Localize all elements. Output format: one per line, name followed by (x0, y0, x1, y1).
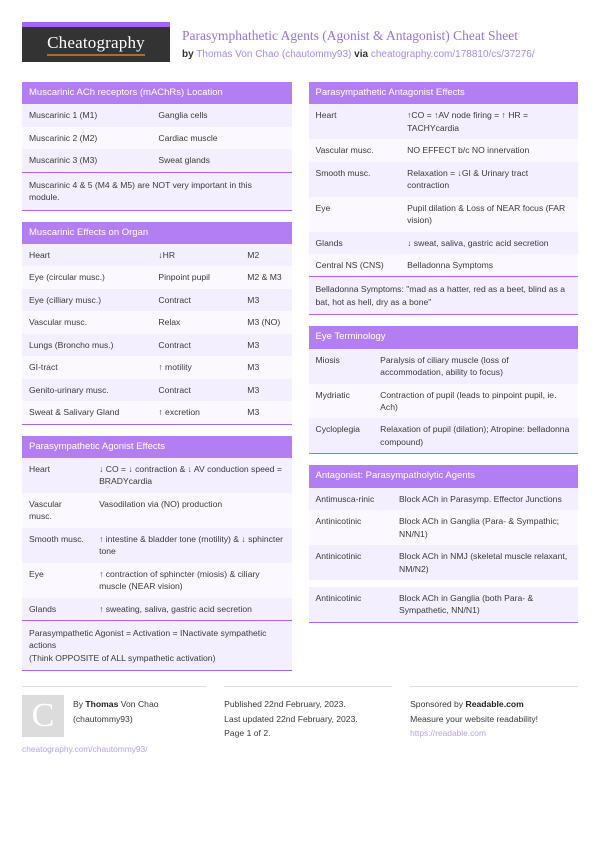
cell-label: Muscarinic 1 (M1) (22, 104, 151, 126)
table-row (22, 311, 292, 333)
right-column (309, 82, 579, 634)
section-eye-terminology (309, 326, 579, 454)
author-last-name: Von Chao (118, 699, 159, 710)
table-spacer-row (309, 580, 579, 587)
cell-agent: Antinicotinic (309, 510, 393, 545)
table-row (309, 488, 579, 510)
table-row (309, 418, 579, 453)
section-header: Eye Terminology (309, 326, 579, 348)
table-row (309, 587, 579, 622)
table-row (309, 510, 579, 545)
cell-label: Central NS (CNS) (309, 254, 401, 277)
cell-action: Block ACh in Ganglia (both Para- & Sympathetic, NN/N1) (392, 587, 578, 622)
table-row (22, 289, 292, 311)
cell-organ: Eye (cilliary musc.) (22, 289, 151, 311)
cell-label: Heart (22, 458, 92, 493)
sponsor-prefix: Sponsored by (410, 699, 466, 710)
source-url-link[interactable]: cheatography.com/178810/cs/37276/ (370, 48, 535, 60)
cheatography-logo[interactable] (22, 22, 170, 62)
table-row (22, 563, 292, 598)
cell-value: Cardiac muscle (151, 127, 291, 149)
section-muscarinic-effects (22, 222, 292, 425)
cell-effect: ↓HR (151, 244, 240, 266)
cell-label: Smooth musc. (22, 528, 92, 563)
table-row (309, 232, 579, 254)
table-row (22, 493, 292, 528)
page-number: Page 1 of 2. (224, 727, 271, 738)
section-parasympathetic-antagonist (309, 82, 579, 315)
cell-value: Pupil dilation & Loss of NEAR focus (FAR vision) (400, 197, 578, 232)
cell-value: ↑ intestine & bladder tone (motility) & ↓ sphincter tone (92, 528, 291, 563)
sponsor-line (410, 697, 578, 711)
table-row (22, 598, 292, 621)
cell-effect: Contract (151, 334, 240, 356)
note-line-1: Parasympathetic Agonist = Activation = INactivate sympathetic actions (29, 628, 267, 651)
cell-agent: Antimusca-rinic (309, 488, 393, 510)
antagonist-table (309, 104, 579, 314)
note-line-2: (Think OPPOSITE of ALL sympathetic activation) (29, 652, 216, 663)
cell-label: Heart (309, 104, 401, 139)
table-row (309, 349, 579, 384)
section-note (22, 621, 292, 671)
footer-publish-block (224, 686, 392, 754)
effects-table (22, 244, 292, 424)
cell-label: Muscarinic 3 (M3) (22, 149, 151, 172)
cell-receptor: M3 (240, 379, 291, 401)
updated-date: Last updated 22nd February, 2023. (224, 713, 358, 724)
cell-action: Block ACh in NMJ (skeletal muscle relaxant, NM/N2) (392, 545, 578, 580)
table-row (22, 356, 292, 378)
table-row (22, 334, 292, 356)
cell-receptor: M3 (240, 356, 291, 378)
content-columns (22, 82, 578, 682)
table-row (309, 162, 579, 197)
cell-action: Block ACh in Ganglia (Para- & Sympathic; NN/N1) (392, 510, 578, 545)
cell-agent: Antinicotinic (309, 587, 393, 622)
author-meta (73, 695, 159, 737)
cell-receptor: M3 (240, 401, 291, 423)
table-row (309, 254, 579, 277)
cell-organ: Vascular musc. (22, 311, 151, 333)
cell-label: Glands (22, 598, 92, 621)
cell-term: Miosis (309, 349, 374, 384)
cell-value: Relaxation = ↓GI & Urinary tract contraction (400, 162, 578, 197)
cell-effect: ↑ motility (151, 356, 240, 378)
table-row (22, 401, 292, 423)
cell-value: Belladonna Symptoms (400, 254, 578, 277)
cell-effect: Relax (151, 311, 240, 333)
cell-organ: Lungs (Broncho mus.) (22, 334, 151, 356)
table-row (22, 127, 292, 149)
section-header: Muscarinic Effects on Organ (22, 222, 292, 244)
cell-effect: Contract (151, 379, 240, 401)
table-row (309, 104, 579, 139)
table-row (22, 528, 292, 563)
cell-definition: Relaxation of pupil (dilation); Atropine: belladonna compound) (373, 418, 578, 453)
cell-value: ↓ CO = ↓ contraction & ↓ AV conduction speed = BRADYcardia (92, 458, 291, 493)
section-header: Parasympathetic Agonist Effects (22, 436, 292, 458)
left-column (22, 82, 292, 682)
cell-organ: Heart (22, 244, 151, 266)
cell-label: Vascular musc. (309, 139, 401, 161)
table-row (309, 139, 579, 161)
spacer (309, 580, 579, 587)
section-header: Muscarinic ACh receptors (mAChRs) Location (22, 82, 292, 104)
table-row (22, 458, 292, 493)
table-row (22, 266, 292, 288)
section-parasympathetic-agonist (22, 436, 292, 672)
cell-value: ↑CO = ↑AV node firing = ↑ HR = TACHYcardia (400, 104, 578, 139)
cell-label: Vascular musc. (22, 493, 92, 528)
cell-organ: Genito-urinary musc. (22, 379, 151, 401)
cell-effect: Contract (151, 289, 240, 311)
byline (182, 48, 535, 61)
section-note: Belladonna Symptoms: "mad as a hatter, red as a beet, blind as a bat, hot as hell, dry as a bone" (309, 277, 579, 314)
table-row (22, 244, 292, 266)
by-prefix: By (73, 699, 86, 710)
cell-value: NO EFFECT b/c NO innervation (400, 139, 578, 161)
table-row (22, 379, 292, 401)
cell-organ: Sweat & Salivary Gland (22, 401, 151, 423)
cell-value: Ganglia cells (151, 104, 291, 126)
parasympatholytic-table (309, 488, 579, 622)
cell-value: ↑ contraction of sphincter (miosis) & ciliary muscle (NEAR vision) (92, 563, 291, 598)
profile-link[interactable]: cheatography.com/chautommy93/ (22, 744, 148, 755)
cell-definition: Contraction of pupil (leads to pinpoint pupil, ie. Ach) (373, 384, 578, 419)
cell-label: Eye (309, 197, 401, 232)
cell-term: Cycloplegia (309, 418, 374, 453)
cell-label: Smooth musc. (309, 162, 401, 197)
page-header (22, 22, 578, 68)
table-row (309, 384, 579, 419)
table-row (22, 149, 292, 172)
cell-receptor: M3 (240, 289, 291, 311)
sponsor-link[interactable]: https://readable.com (410, 727, 486, 738)
receptors-table (22, 104, 292, 209)
cell-agent: Antinicotinic (309, 545, 393, 580)
by-label: by (182, 48, 194, 60)
avatar: C (22, 695, 64, 737)
published-date: Published 22nd February, 2023. (224, 699, 346, 710)
cell-receptor: M3 (240, 334, 291, 356)
publish-meta (224, 695, 392, 740)
cell-effect: Pinpoint pupil (151, 266, 240, 288)
cell-value: Vasodilation via (NO) production (92, 493, 291, 528)
cell-value: ↑ sweating, saliva, gastric acid secretion (92, 598, 291, 621)
cell-label: Glands (309, 232, 401, 254)
author-line (73, 697, 159, 711)
cell-effect: ↑ excretion (151, 401, 240, 423)
table-row (309, 545, 579, 580)
table-note-row (22, 621, 292, 671)
sponsor-tagline: Measure your website readability! (410, 713, 539, 724)
author-first-name: Thomas (85, 699, 119, 710)
agonist-table (22, 458, 292, 670)
section-note: Muscarinic 4 & 5 (M4 & M5) are NOT very important in this module. (22, 172, 292, 209)
cell-value: ↓ sweat, saliva, gastric acid secretion (400, 232, 578, 254)
table-row (309, 197, 579, 232)
sponsor-name: Readable.com (465, 699, 524, 710)
section-header: Antagonist: Parasympatholytic Agents (309, 465, 579, 487)
cell-label: Eye (22, 563, 92, 598)
cell-organ: GI-tract (22, 356, 151, 378)
section-muscarinic-receptors (22, 82, 292, 211)
via-label: via (354, 48, 369, 60)
footer-author-block (22, 686, 206, 754)
author-link[interactable]: Thomas Von Chao (chautommy93) (196, 48, 352, 60)
section-header: Parasympathetic Antagonist Effects (309, 82, 579, 104)
page-footer (22, 686, 578, 754)
footer-sponsor-block (410, 686, 578, 754)
cell-value: Sweat glands (151, 149, 291, 172)
cell-receptor: M3 (NO) (240, 311, 291, 333)
title-block (182, 22, 535, 61)
cell-action: Block ACh in Parasymp. Effector Junctions (392, 488, 578, 510)
page-title: Parasymphathetic Agents (Agonist & Antagonist) Cheat Sheet (182, 28, 518, 43)
sponsor-meta (410, 695, 578, 740)
table-note-row (309, 277, 579, 314)
cell-definition: Paralysis of ciliary muscle (loss of accommodation, ability to focus) (373, 349, 578, 384)
table-row (22, 104, 292, 126)
cell-label: Muscarinic 2 (M2) (22, 127, 151, 149)
cell-receptor: M2 (240, 244, 291, 266)
cell-term: Mydriatic (309, 384, 374, 419)
author-handle: (chautommy93) (73, 713, 133, 724)
table-note-row (22, 172, 292, 209)
eye-terminology-table (309, 349, 579, 454)
logo-wordmark: Cheatography (47, 33, 145, 56)
cell-receptor: M2 & M3 (240, 266, 291, 288)
section-parasympatholytic-agents (309, 465, 579, 623)
cell-organ: Eye (circular musc.) (22, 266, 151, 288)
